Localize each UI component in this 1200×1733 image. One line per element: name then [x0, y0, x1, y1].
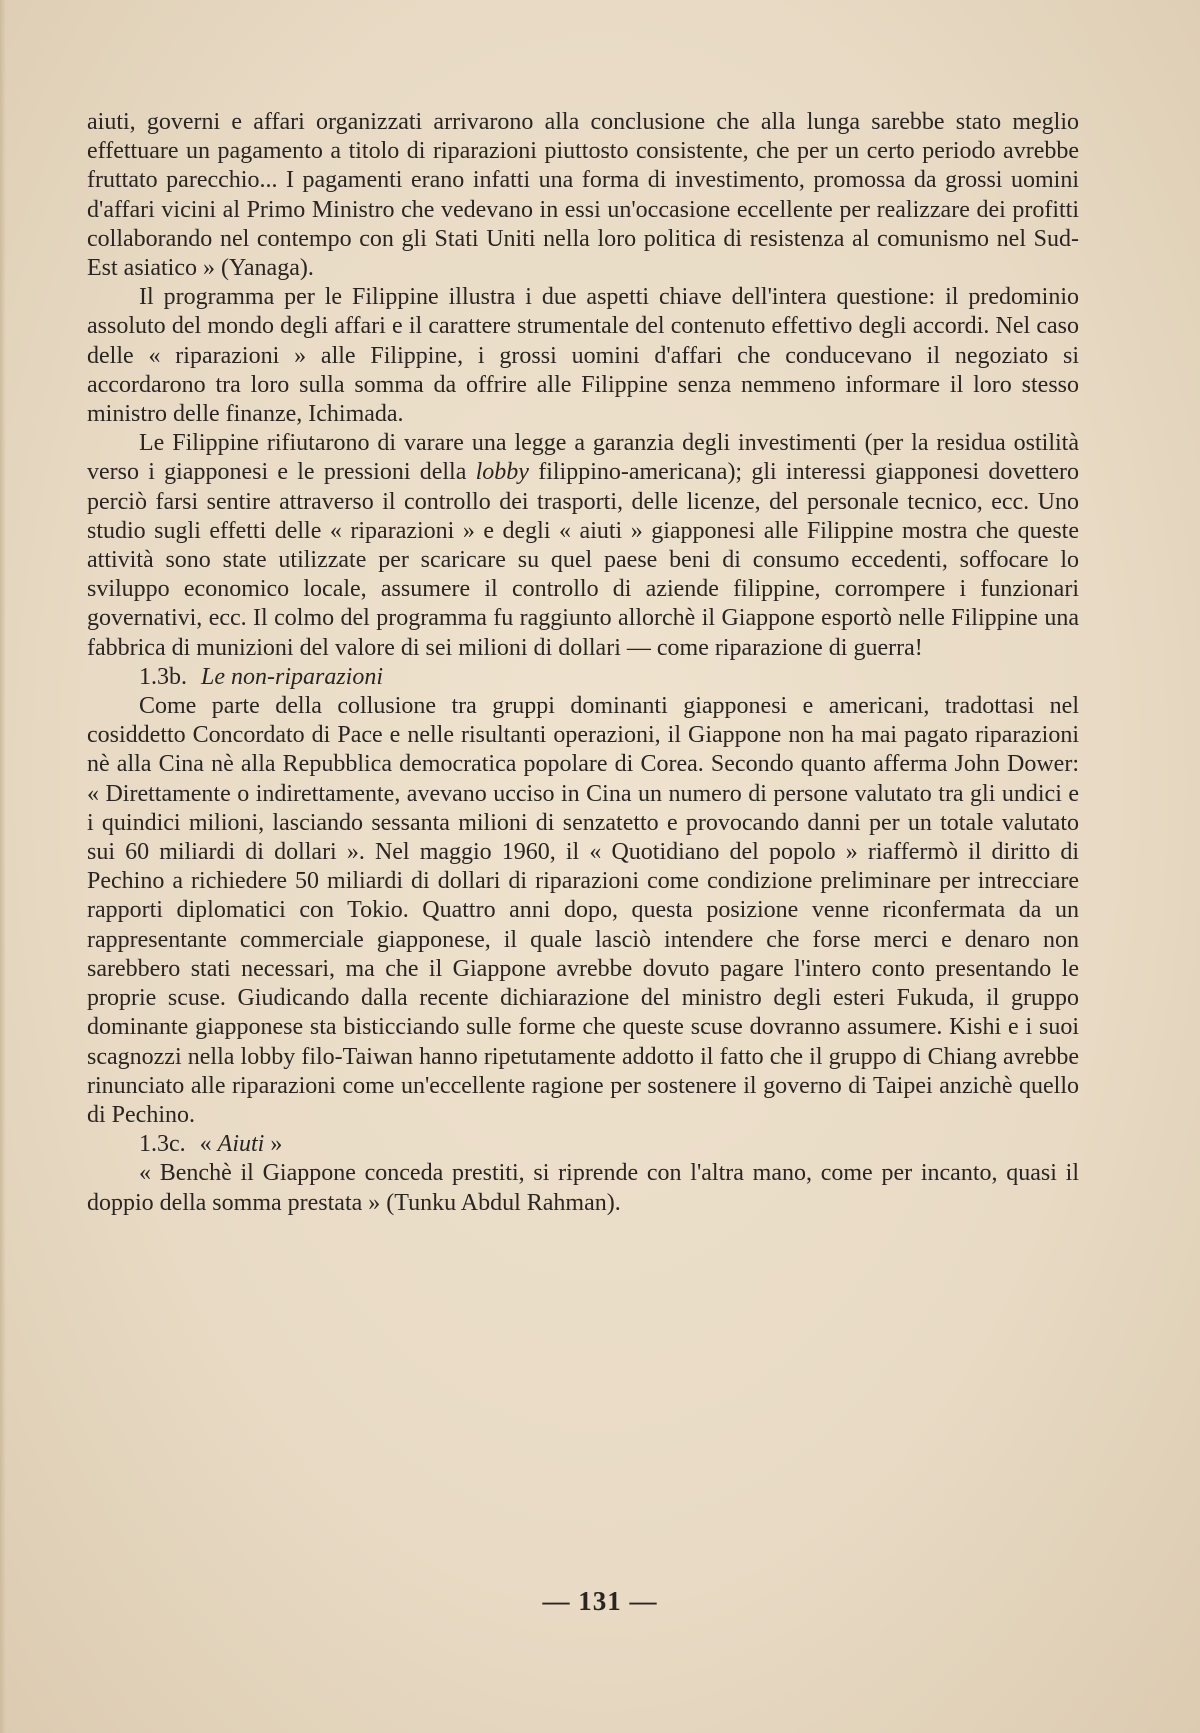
paragraph-intro-1: aiuti, governi e affari organizzati arrivarono alla conclusione che alla lunga sarebbe stato meglio effettuare un pagamento a titolo di riparazioni piuttosto consistente, che per un certo periodo avrebbe fruttato parecchio... I pagamenti erano infatti una forma di investimento, promossa da grossi uomini d'affari vicini al Primo Ministro che vedevano in essi un'occasione eccellente per realizzare dei profitti collaborando nel contempo con gli Stati Uniti nella loro politica di resistenza al comunismo nel Sud-Est asiatico » (Yanaga).: [87, 109, 1079, 282]
section-heading-1-3b: [87, 663, 1079, 692]
section-number: 1.3c.: [139, 1131, 186, 1158]
paragraph-intro-2: Il programma per le Filippine illustra i due aspetti chiave dell'intera questione: il predominio assoluto del mondo degli affari e il carattere strumentale del contenuto effettivo degli accordi. Nel caso delle « riparazioni » alle Filippine, i grossi uomini d'affari che conducevano il negoziato si accordarono tra loro sulla somma da offrire alle Filippine senza nemmeno informare il loro stesso ministro delle finanze, Ichimada.: [87, 284, 1079, 428]
section-number: 1.3b.: [139, 663, 187, 690]
paragraph-philippines-part1: Le Filippine rifiutarono di varare una legge a garanzia degli investimenti (per la residua ostilità verso i giapponesi e le pressioni della: [87, 430, 1079, 486]
page-number: — 131 —: [542, 1586, 658, 1616]
section-heading-1-3c: [87, 1130, 1079, 1159]
quote-close: »: [270, 1131, 283, 1158]
paragraph-philippines: [87, 429, 1079, 663]
section-title: Le non-riparazioni: [201, 663, 384, 690]
paragraph-non-riparazioni: Come parte della collusione tra gruppi dominanti giapponesi e americani, tradottasi nel cosiddetto Concordato di Pace e nelle risultanti operazioni, il Giappone non ha mai pagato riparazioni nè alla Cina nè alla Repubblica democratica popolare di Corea. Secondo quanto afferma John Dower: « Direttamente o indirettamente, avevano ucciso in Cina un numero di persone valutato tra gli undici e i quindici milioni, lasciando sessanta milioni di senzatetto e provocando danni per un totale valutato sui 60 miliardi di dollari ». Nel maggio 1960, il « Quotidiano del popolo » riaffermò il diritto di Pechino a richiedere 50 miliardi di dollari di riparazioni come condizione preliminare per intrecciare rapporti diplomatici con Tokio. Quattro anni dopo, questa posizione venne riconfermata da un rappresentante commerciale giapponese, il quale lasciò intendere che forse merci e denaro non sarebbero stati necessari, ma che il Giappone avrebbe dovuto pagare l'intero conto presentando le proprie scuse. Giudicando dalla recente dichiarazione del ministro degli esteri Fukuda, il gruppo dominante giapponese sta bisticciando sulle forme che queste scuse dovranno assumere. Kishi e i suoi scagnozzi nella lobby filo-Taiwan hanno ripetutamente addotto il fatto che il gruppo di Chiang avrebbe rinunciato alle riparazioni come un'eccellente ragione per sostenere il governo di Taipei anzichè quello di Pechino.: [87, 693, 1079, 1128]
paragraph-philippines-part2: filippino-americana); gli interessi giapponesi dovettero perciò farsi sentire attraverso il controllo dei trasporti, delle licenze, del personale tecnico, ecc. Uno studio sugli effetti delle « riparazioni » e degli « aiuti » giapponesi alle Filippine mostra che queste attività sono state utilizzate per scaricare su quel paese beni di consumo eccedenti, soffocare lo sviluppo economico locale, assumere il controllo di aziende filippine, corrompere i funzionari governativi, ecc. Il colmo del programma fu raggiunto allorchè il Giappone esportò nelle Filippine una fabbrica di munizioni del valore di sei milioni di dollari — come riparazione di guerra!: [87, 459, 1080, 661]
section-title: Aiuti: [217, 1131, 265, 1158]
italic-lobby: lobby: [475, 459, 529, 486]
quote-open: «: [199, 1131, 212, 1158]
page-body: [87, 108, 1079, 1218]
page-edge-shadow: [0, 0, 6, 1733]
paragraph-aiuti-quote: « Benchè il Giappone conceda prestiti, si riprende con l'altra mano, come per incanto, quasi il doppio della somma prestata » (Tunku Abdul Rahman).: [87, 1160, 1079, 1216]
